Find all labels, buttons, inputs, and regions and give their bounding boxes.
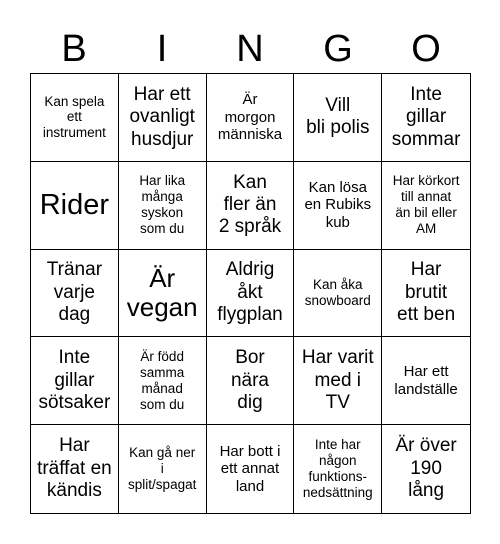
bingo-cell-label: Har varit med i TV [301,347,374,413]
bingo-cell[interactable] [294,337,382,425]
bingo-cell[interactable] [207,425,295,513]
bingo-cell[interactable] [31,250,119,338]
bingo-cell-label: Vill bli polis [306,94,370,139]
bingo-cell[interactable] [382,74,470,162]
bingo-cell-label: Har ett landställe [394,363,458,398]
bingo-cell-label: Inte har någon funktions- nedsättning [302,437,373,501]
bingo-cell-label: Kan spela ett instrument [42,93,106,141]
bingo-cell[interactable] [119,425,207,513]
bingo-cell-label: Är morgon människa [217,90,283,144]
bingo-cell[interactable] [382,250,470,338]
bingo-cell[interactable] [382,337,470,425]
bingo-cell[interactable] [207,162,295,250]
bingo-cell-label: Kan lösa en Rubiks kub [304,178,372,232]
bingo-cell[interactable] [119,74,207,162]
bingo-cell[interactable] [31,337,119,425]
bingo-header [30,26,470,72]
bingo-cell-label: Kan åka snowboard [304,277,371,308]
bingo-cell[interactable] [207,74,295,162]
bingo-cell[interactable] [382,162,470,250]
header-letter-i: I [156,28,168,70]
bingo-cell[interactable] [207,250,295,338]
bingo-cell[interactable] [294,162,382,250]
bingo-cell-label: Är vegan [126,263,198,322]
bingo-cell[interactable] [382,425,470,513]
bingo-board [30,73,471,514]
bingo-cell[interactable] [294,74,382,162]
bingo-cell[interactable] [119,162,207,250]
bingo-cell[interactable] [31,162,119,250]
bingo-cell-label: Bor nära dig [230,347,269,413]
header-letter-g: G [323,28,353,70]
bingo-cell-label: Inte gillar sommar [391,83,461,150]
bingo-cell-label: Aldrig åkt flygplan [217,259,283,326]
bingo-cell-label: Kan fler än 2 språk [218,171,282,238]
bingo-cell[interactable] [294,250,382,338]
header-letter-b: B [61,28,87,70]
bingo-cell-label: Är över 190 lång [395,435,457,502]
bingo-cell-label: Har körkort till annat än bil eller AM [392,173,460,237]
bingo-cell-label: Har brutit ett ben [397,259,456,326]
bingo-cell-label: Har träffat en kändis [37,435,112,502]
header-letter-n: N [236,28,264,70]
bingo-cell[interactable] [119,337,207,425]
bingo-cell-label: Har bott i ett annat land [219,442,281,495]
bingo-cell-label: Kan gå ner i split/spagat [128,445,197,493]
bingo-cell-label: Inte gillar sötsaker [38,347,111,413]
bingo-cell-label: Är född samma månad som du [140,348,185,412]
bingo-cell[interactable] [31,74,119,162]
bingo-cell-label: Rider [39,189,110,222]
bingo-cell[interactable] [31,425,119,513]
bingo-cell-label: Har lika många syskon som du [139,173,186,237]
header-letter-o: O [411,28,441,70]
bingo-cell[interactable] [207,337,295,425]
bingo-cell[interactable] [294,425,382,513]
bingo-cell[interactable] [119,250,207,338]
bingo-cell-label: Tränar varje dag [46,259,103,326]
bingo-cell-label: Har ett ovanligt husdjur [129,83,195,150]
